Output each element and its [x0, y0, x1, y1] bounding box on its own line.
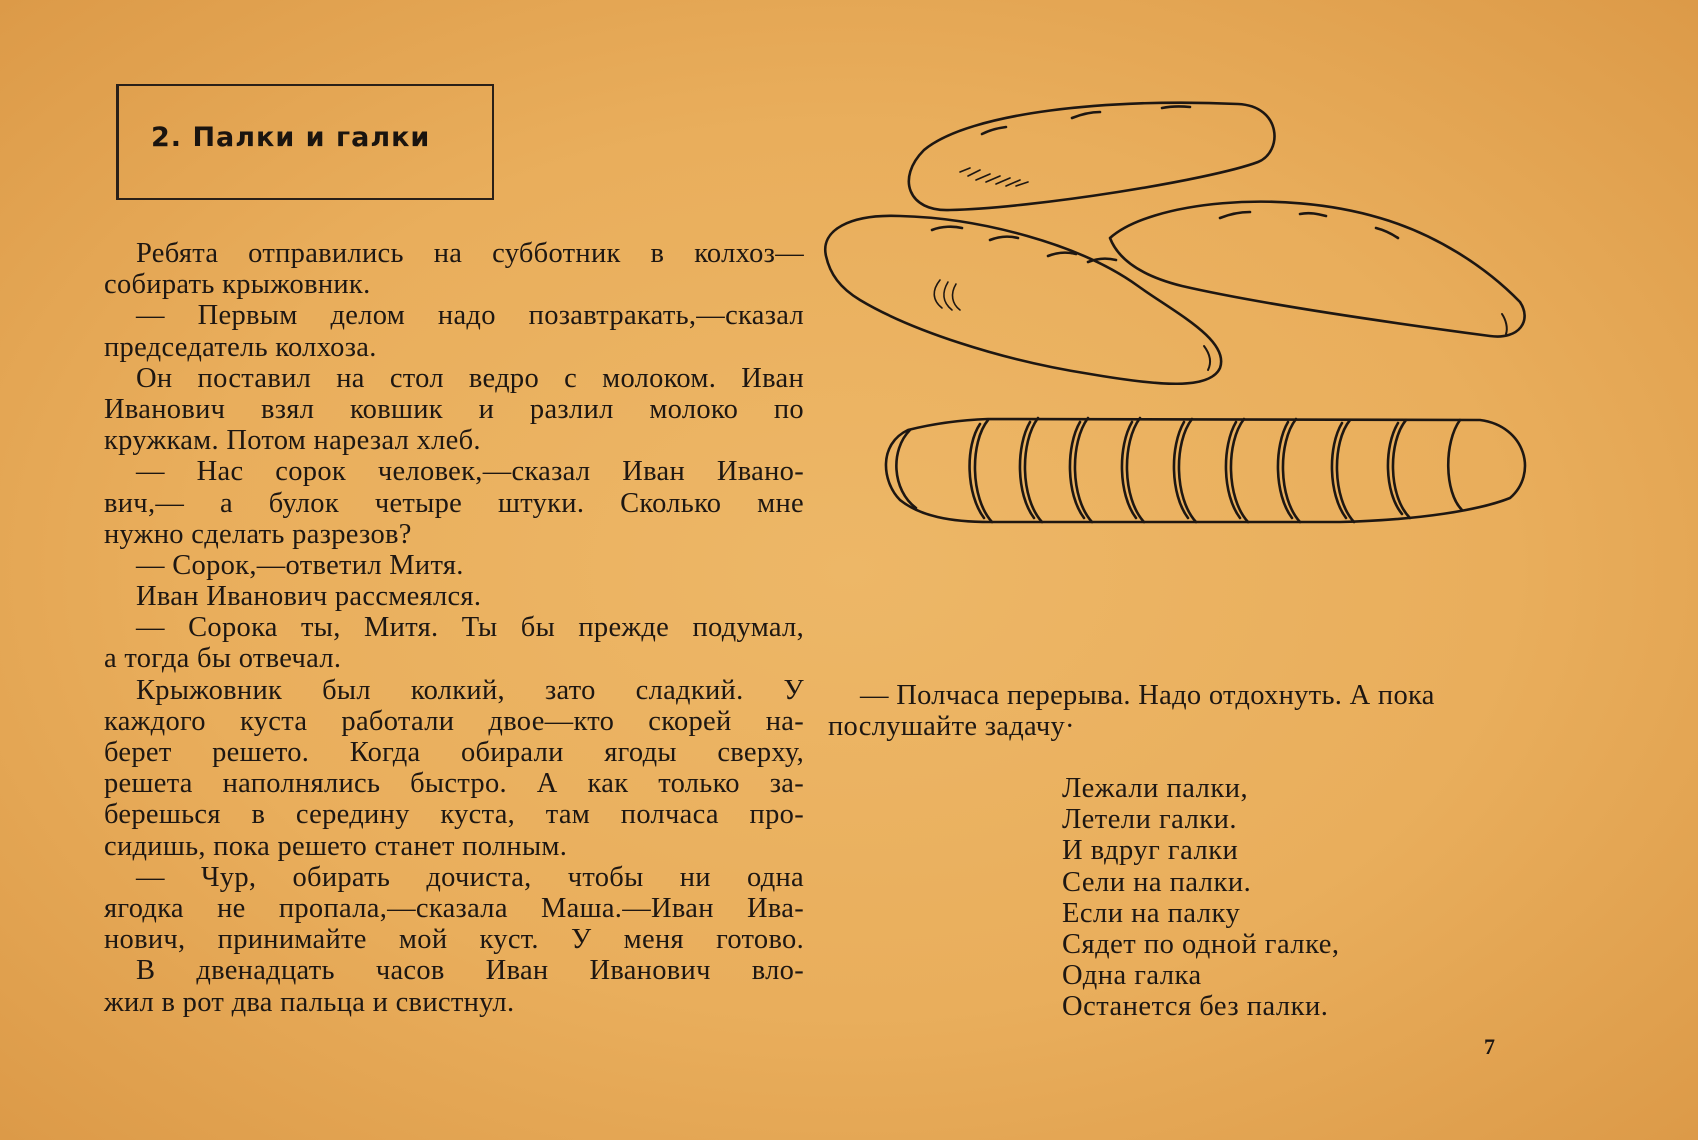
- bread-loaf-left: [825, 216, 1221, 384]
- text-line: а тогда бы отвечал.: [104, 643, 342, 675]
- text-line: председатель колхоза.: [104, 331, 377, 363]
- text-line: кружкам. Потом нарезал хлеб.: [104, 425, 481, 457]
- right-text-column: [828, 680, 1530, 742]
- text-line: Иван Иванович рассмеялся.: [136, 581, 482, 613]
- text-line: сидишь, пока решето станет полным.: [104, 830, 568, 862]
- text-line: — Первым делом надо позавтракать,—сказал: [136, 300, 804, 332]
- left-text-column: [104, 238, 804, 1018]
- poem-line: Сели на палки.: [1062, 866, 1252, 898]
- bread-loaf-right: [1110, 202, 1525, 337]
- text-line: нужно сделать разрезов?: [104, 518, 412, 550]
- text-line: — Сорок,—ответил Митя.: [136, 549, 464, 581]
- text-line: Иванович взял ковшик и разлил молоко по: [104, 393, 804, 425]
- text-line: послушайте задачу·: [828, 711, 1075, 743]
- poem: [1062, 773, 1340, 1023]
- poem-line: Одна галка: [1062, 960, 1202, 992]
- text-line: берешься в середину куста, там полчаса про-: [104, 799, 804, 831]
- text-line: ягодка не пропала,—сказала Маша.—Иван Ива-: [104, 892, 804, 924]
- text-line: нович, принимайте мой куст. У меня готово.: [104, 924, 804, 956]
- poem-line: Летели галки.: [1062, 804, 1238, 836]
- poem-line: Останется без палки.: [1062, 991, 1329, 1023]
- poem-line: Если на палку: [1062, 897, 1241, 929]
- bread-loaf-top: [909, 103, 1275, 210]
- text-line: собирать крыжовник.: [104, 269, 371, 301]
- bread-loaves-illustration: [820, 90, 1540, 550]
- text-line: каждого куста работали двое—кто скорей на-: [104, 705, 804, 737]
- chapter-title: 2. Палки и галки: [151, 122, 431, 153]
- poem-line: Лежали палки,: [1062, 773, 1249, 804]
- text-line: жил в рот два пальца и свистнул.: [104, 986, 515, 1018]
- text-line: — Полчаса перерыва. Надо отдохнуть. А пока: [860, 680, 1435, 711]
- text-line: — Нас сорок человек,—сказал Иван Ивано-: [136, 456, 804, 488]
- text-line: решета наполнялись быстро. А как только за-: [104, 768, 804, 800]
- page-number: 7: [1484, 1034, 1495, 1059]
- poem-line: И вдруг галки: [1062, 835, 1239, 867]
- text-line: Крыжовник был колкий, зато сладкий. У: [136, 674, 804, 706]
- poem-line: Сядет по одной галке,: [1062, 928, 1340, 960]
- text-line: В двенадцать часов Иван Иванович вло-: [136, 955, 804, 987]
- sliced-bread-loaf: [886, 418, 1525, 522]
- text-line: Он поставил на стол ведро с молоком. Иван: [136, 362, 804, 394]
- text-line: берет решето. Когда обирали ягоды сверху,: [104, 737, 804, 768]
- text-line: Ребята отправились на субботник в колхоз—: [136, 238, 804, 269]
- text-line: — Чур, обирать дочиста, чтобы ни одна: [136, 861, 804, 893]
- text-line: вич,— а булок четыре штуки. Сколько мне: [104, 487, 804, 519]
- text-line: — Сорока ты, Митя. Ты бы прежде подумал,: [136, 612, 804, 644]
- chapter-title-box: [116, 84, 494, 200]
